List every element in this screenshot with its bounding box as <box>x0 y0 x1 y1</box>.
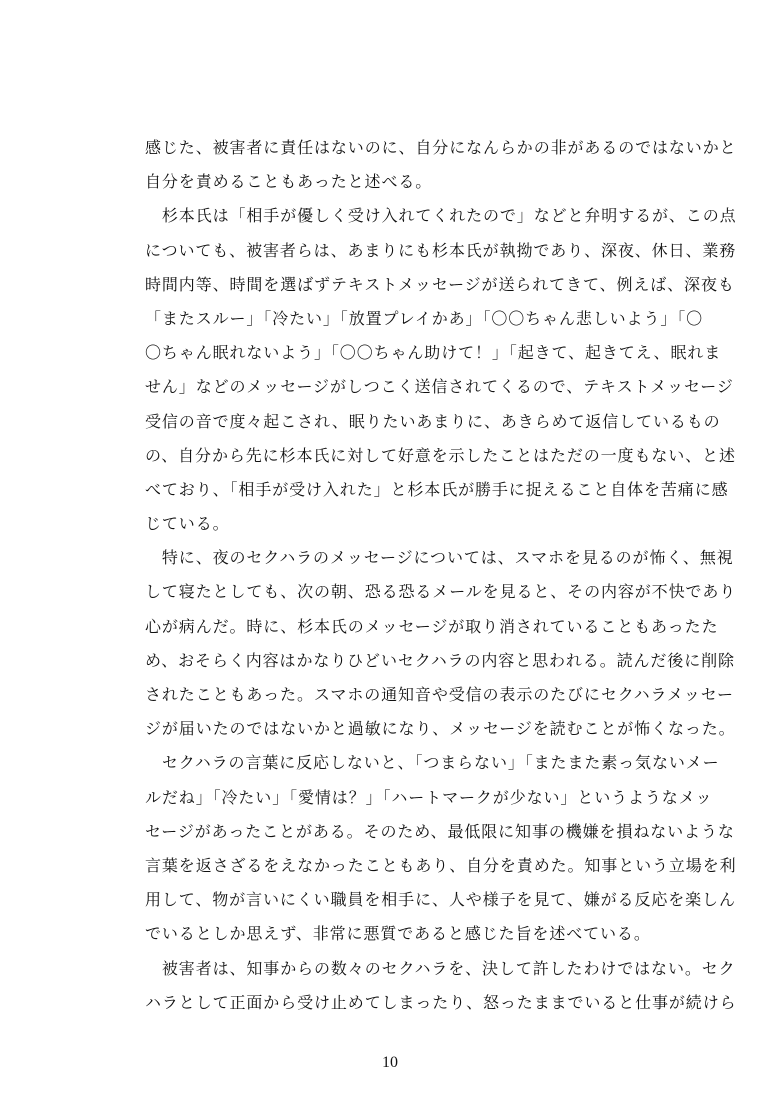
text-line: 特に、夜のセクハラのメッセージについては、スマホを見るのが怖く、無視 <box>145 548 734 568</box>
text-line: 杉本氏は「相手が優しく受け入れてくれたので」などと弁明するが、この点 <box>145 206 737 226</box>
text-line: じている。 <box>145 514 230 534</box>
text-line: 〇ちゃん眠れないよう」「〇〇ちゃん助けて！」「起きて、起きてえ、眠れま <box>145 343 722 363</box>
text-line: べており、「相手が受け入れた」と杉本氏が勝手に捉えること自体を苦痛に感 <box>145 479 729 499</box>
text-line: ルだね」「冷たい」「愛情は？」「ハートマークが少ない」というようなメッ <box>145 787 713 807</box>
text-line: の、自分から先に杉本氏に対して好意を示したことはただの一度もない、と述 <box>145 445 736 465</box>
page-number: 10 <box>382 1054 398 1071</box>
text-line: セージがあったことがある。そのため、最低限に知事の機嫌を損ねないような <box>145 821 735 841</box>
text-line: 心が病んだ。時に、杉本氏のメッセージが取り消されていることもあったた <box>145 616 719 636</box>
text-line: 自分を責めることもあったと述べる。 <box>145 172 433 192</box>
text-line: されたこともあった。スマホの通知音や受信の表示のたびにセクハラメッセー <box>145 685 734 704</box>
text-line: せん」などのメッセージがしつこく送信されてくるので、テキストメッセージ <box>145 377 734 397</box>
text-line: についても、被害者らは、あまりにも杉本氏が執拗であり、深夜、休日、業務 <box>145 240 737 260</box>
text-line: 感じた、被害者に責任はないのに、自分になんらかの非があるのではないかと <box>145 138 737 157</box>
text-line: 言葉を返さざるをえなかったこともあり、自分を責めた。知事という立場を利 <box>145 855 737 875</box>
text-line: ジが届いたのではないかと過敏になり、メッセージを読むことが怖くなった。 <box>145 719 736 739</box>
text-line: 「またスルー」「冷たい」「放置プレイかあ」「〇〇ちゃん悲しいよう」「〇 <box>145 308 704 328</box>
text-line: め、おそらく内容はかなりひどいセクハラの内容と思われる。読んだ後に削除 <box>145 650 735 670</box>
text-line: して寝たとしても、次の朝、恐る恐るメールを見ると、その内容が不快であり <box>145 582 737 602</box>
text-line: 時間内等、時間を選ばずテキストメッセージが送られてきて、例えば、深夜も <box>145 274 735 294</box>
text-line: 被害者は、知事からの数々のセクハラを、決して許したわけではない。セク <box>145 958 736 978</box>
text-line: セクハラの言葉に反応しないと、「つまらない」「またまた素っ気ないメー <box>145 753 720 773</box>
text-line: ハラとして正面から受け止めてしまったり、怒ったままでいると仕事が続けら <box>145 992 737 1012</box>
text-line: 用して、物が言いにくい職員を相手に、人や様子を見て、嫌がる反応を楽しん <box>145 890 736 910</box>
text-line: でいるとしか思えず、非常に悪質であると感じた旨を述べている。 <box>145 924 651 944</box>
text-line: 受信の音で度々起こされ、眠りたいあまりに、あきらめて返信しているもの <box>145 411 721 431</box>
body-text <box>145 131 737 1020</box>
